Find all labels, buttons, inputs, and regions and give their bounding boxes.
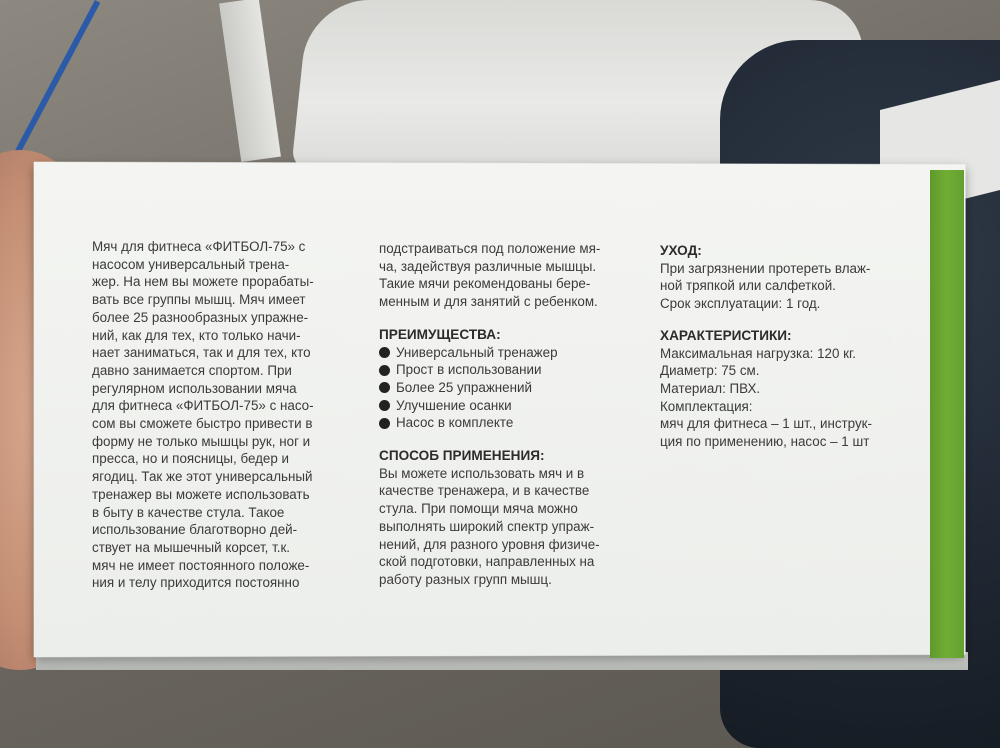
advantage-label: Улучшение осанки — [396, 397, 512, 413]
description-line: давно занимается спортом. При — [92, 362, 292, 378]
advantages-usage-column — [379, 240, 625, 589]
description-line: нает заниматься, так и для тех, кто — [92, 345, 311, 361]
usage-line: работу разных групп мышц. — [379, 571, 552, 587]
description-line: ствует на мышечный корсет, т.к. — [92, 539, 291, 555]
usage-line: стула. При помощи мяча можно — [379, 501, 578, 517]
usage-line: выполнять широкий спектр упраж- — [379, 518, 595, 534]
description-line: Мяч для фитнеса «ФИТБОЛ-75» с — [92, 239, 306, 254]
description-line: вать все группы мышц. Мяч имеет — [92, 292, 306, 308]
description-column — [92, 238, 340, 592]
care-text — [660, 260, 900, 313]
care-heading: УХОД: — [660, 243, 702, 258]
advantage-label: Насос в комплекте — [396, 415, 514, 431]
spec-line: Комплектация: — [660, 398, 753, 414]
spec-line: Материал: ПВХ. — [660, 380, 761, 396]
description-line: ния и телу приходится постоянно — [92, 575, 300, 591]
care-line: Срок эксплуатации: 1 год. — [660, 296, 821, 312]
usage-line: ской подготовки, направленных на — [379, 554, 595, 570]
care-line: ной тряпкой или салфеткой. — [660, 278, 836, 294]
usage-line: Вы можете использовать мяч и в — [379, 465, 585, 481]
spec-line: ция по применению, насос – 1 шт — [660, 434, 870, 450]
spec-line: Максимальная нагрузка: 120 кг. — [660, 345, 856, 361]
advantage-item — [379, 414, 625, 432]
description-line: использование благотворно дей- — [92, 522, 298, 538]
advantage-item — [379, 379, 625, 397]
advantages-list — [379, 344, 625, 433]
advantage-label: Универсальный тренажер — [396, 344, 558, 360]
green-stripe — [930, 170, 964, 658]
bullet-icon — [379, 418, 390, 429]
bullet-icon — [379, 347, 390, 358]
bullet-icon — [379, 365, 390, 376]
description-line: ча, задействуя различные мышцы. — [379, 258, 597, 274]
description-line: для фитнеса «ФИТБОЛ-75» с насо- — [92, 398, 314, 414]
description-line: подстраиваться под положение мя- — [379, 241, 601, 256]
spec-line: Диаметр: 75 см. — [660, 363, 760, 379]
advantage-item — [379, 397, 625, 415]
usage-heading: СПОСОБ ПРИМЕНЕНИЯ: — [379, 448, 545, 464]
advantage-label: Прост в использовании — [396, 362, 542, 378]
description-line: жер. На нем вы можете прорабаты- — [92, 274, 314, 290]
advantages-heading: ПРЕИМУЩЕСТВА: — [379, 326, 501, 342]
advantage-label: Более 25 упражнений — [396, 379, 532, 395]
description-line: регулярном использовании мяча — [92, 380, 297, 396]
description-line: сом вы сможете быстро привести в — [92, 416, 313, 432]
usage-line: качестве тренажера, и в качестве — [379, 483, 590, 499]
description-line: Такие мячи рекомендованы бере- — [379, 276, 591, 292]
description-line: тренажер вы можете использовать — [92, 486, 310, 502]
usage-line: нений, для разного уровня физиче- — [379, 536, 600, 552]
specs-text — [660, 345, 900, 451]
specs-heading: ХАРАКТЕРИСТИКИ: — [660, 327, 792, 343]
bullet-icon — [379, 400, 390, 411]
spec-line: мяч для фитнеса – 1 шт., инструк- — [660, 416, 872, 432]
description-line: насосом универсальный трена- — [92, 256, 290, 272]
description-line: менным и для занятий с ребенком. — [379, 294, 598, 310]
usage-text — [379, 465, 625, 589]
bullet-icon — [379, 382, 390, 393]
description-line: более 25 разнообразных упражне- — [92, 309, 309, 325]
description-line: форму не только мышцы рук, ног и — [92, 433, 311, 449]
description-line: пресса, но и поясницы, бедер и — [92, 451, 290, 467]
description-line: в быту в качестве стула. Такое — [92, 504, 285, 520]
advantage-item — [379, 361, 625, 379]
advantage-item — [379, 344, 625, 362]
care-line: При загрязнении протереть влаж- — [660, 260, 871, 276]
description-line: ягодиц. Так же этот универсальный — [92, 469, 313, 485]
description-line: ний, как для тех, кто только начи- — [92, 327, 301, 343]
description-continuation — [379, 240, 625, 311]
description-line: мяч не имеет постоянного положе- — [92, 557, 310, 573]
care-specs-column — [660, 242, 900, 451]
